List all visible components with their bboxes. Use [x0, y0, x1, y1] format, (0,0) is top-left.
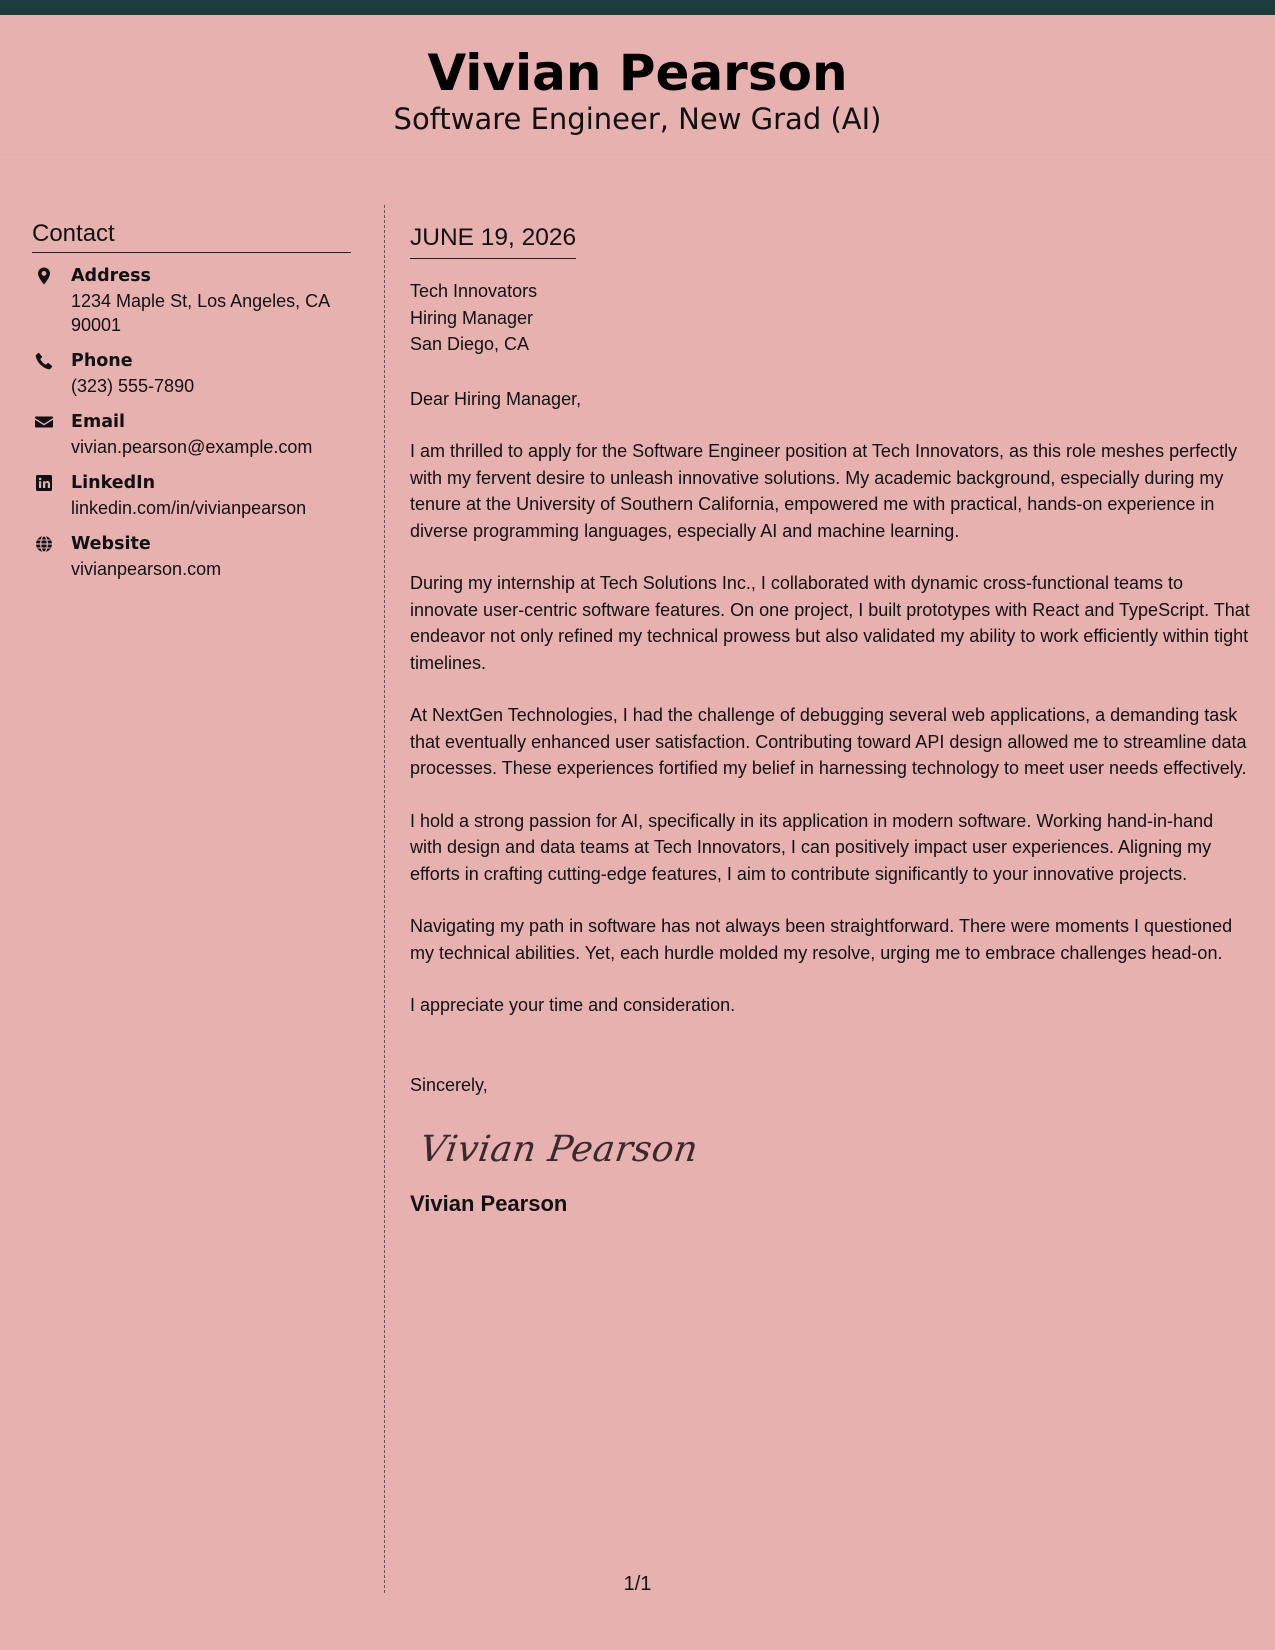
letter-paragraph: I am thrilled to apply for the Software Engineer position at Tech Innovators, as this role meshes perfectly with my fervent desire to unleash innovative solutions. My academic background, especially during my tenure at the University of Southern California, empowered me with practical, hands-on experience in diverse programming languages, especially AI and machine learning. [410, 441, 1238, 541]
contact-item-phone [32, 349, 351, 398]
letter-paragraph: During my internship at Tech Solutions Inc., I collaborated with dynamic cross-functional teams to innovate user-centric software features. On one project, I built prototypes with React and TypeScript. That endeavor not only refined my technical prowess but also validated my ability to work efficiently within tight timelines. [410, 573, 1250, 673]
letter-body [410, 222, 1250, 1218]
signer-name: Vivian Pearson [410, 1191, 568, 1216]
recipient-block [410, 278, 1250, 358]
contact-item-linkedin [32, 471, 351, 520]
recipient-location: San Diego, CA [410, 334, 530, 354]
contact-label: LinkedIn [71, 473, 156, 493]
email-value: vivian.pearson@example.com [71, 437, 313, 457]
salutation: Dear Hiring Manager, [410, 388, 582, 409]
linkedin-value: linkedin.com/in/vivianpearson [71, 498, 307, 518]
envelope-icon [34, 412, 54, 432]
closing-thanks: I appreciate your time and consideration. [410, 995, 736, 1015]
recipient-company: Tech Innovators [410, 281, 538, 301]
letter-paragraph: I hold a strong passion for AI, specifically in its application in modern software. Working hand-in-hand with design and data teams at Tech Innovators, I can positively impact user experiences. Aligning my efforts in crafting cutting-edge features, I aim to contribute significantly to your innovative projects. [410, 810, 1214, 884]
closing-phrase: Sincerely, [410, 1074, 488, 1095]
map-pin-icon [34, 266, 54, 286]
contact-item-address [32, 264, 351, 337]
recipient-role: Hiring Manager [410, 307, 534, 328]
applicant-name: Vivian Pearson [427, 44, 848, 102]
linkedin-icon [34, 473, 54, 493]
column-divider [384, 205, 385, 1593]
contact-heading: Contact [32, 218, 351, 253]
phone-value: (323) 555-7890 [71, 376, 195, 396]
globe-icon [34, 534, 54, 554]
contact-label: Phone [71, 351, 133, 371]
letter-paragraph: At NextGen Technologies, I had the challenge of debugging several web applications, a demanding task that eventually enhanced user satisfaction. Contributing toward API design allowed me to streamline data processes. These experiences fortified my belief in harnessing technology to meet user needs effectively. [410, 705, 1247, 778]
phone-icon [34, 351, 54, 371]
handwritten-signature: Vivian Pearson [417, 1129, 701, 1170]
job-title: Software Engineer, New Grad (AI) [393, 102, 882, 136]
contact-item-email [32, 410, 351, 459]
page-number: 1/1 [623, 1573, 652, 1595]
website-value: vivianpearson.com [71, 559, 222, 579]
contact-label: Email [71, 412, 125, 432]
contact-item-website [32, 532, 351, 581]
top-accent-bar [0, 0, 1275, 15]
header [0, 15, 1275, 155]
address-value: 1234 Maple St, Los Angeles, CA 90001 [71, 291, 330, 335]
contact-sidebar [32, 218, 351, 581]
letter-date: JUNE 19, 2026 [410, 222, 576, 259]
contact-label: Website [71, 534, 151, 554]
contact-label: Address [71, 266, 151, 286]
letter-paragraph: Navigating my path in software has not always been straightforward. There were moments I questioned my technical abilities. Yet, each hurdle molded my resolve, urging me to embrace challenges head-on. [410, 916, 1233, 963]
